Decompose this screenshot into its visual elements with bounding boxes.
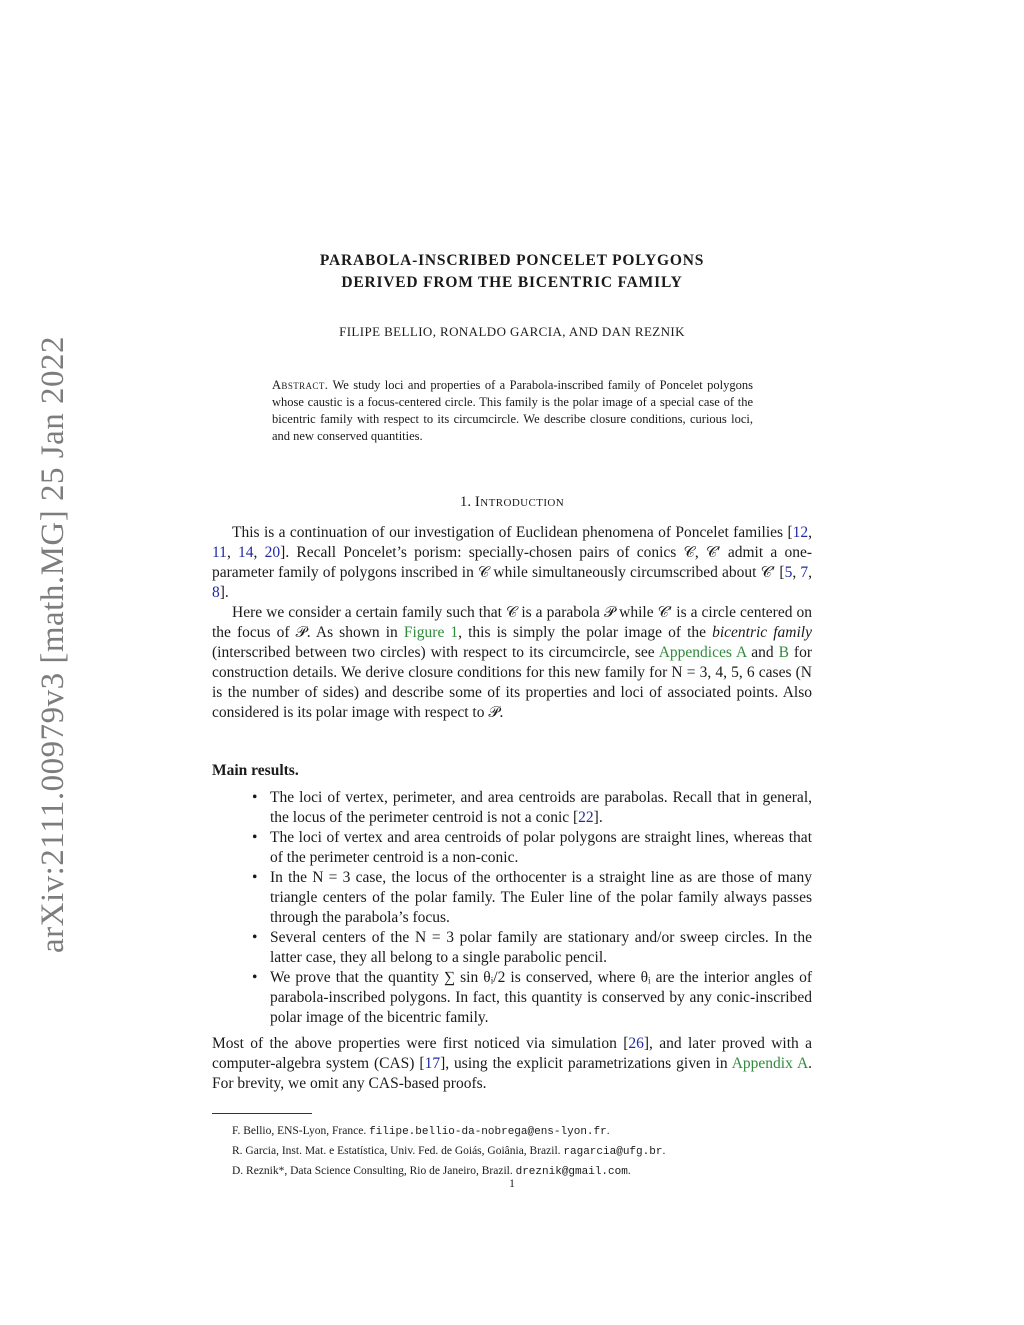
author-list: FILIPE BELLIO, RONALDO GARCIA, AND DAN REZNIK <box>339 324 685 339</box>
text-run: , <box>792 564 801 581</box>
citation-link[interactable]: 26 <box>628 1035 644 1052</box>
text-run: We prove that the quantity ∑ sin θᵢ/2 is conserved, where θᵢ are the interior angles of parabola-inscribed polygons. In fact, this quantity is conserved by any conic-inscribed polar image of the bicentric family. <box>270 969 812 1026</box>
citation-link[interactable]: 12 <box>792 524 809 541</box>
text-run: ], and later proved with a computer-algebra system (CAS) [ <box>212 1035 812 1072</box>
footnotes <box>212 1122 812 1182</box>
citation-link[interactable]: 11 <box>212 544 227 561</box>
email-address[interactable]: filipe.bellio-da-nobrega@ens-lyon.fr <box>369 1126 607 1138</box>
abstract <box>272 377 753 445</box>
citation-link[interactable]: 20 <box>264 544 281 561</box>
footnote-rule <box>212 1113 312 1114</box>
text-run: ]. Recall Poncelet’s porism: specially-chosen pairs of conics 𝒞, 𝒞′ admit a one-parameter family of polygons inscribed in 𝒞 while simultaneously circumscribed about 𝒞′ [ <box>212 544 813 581</box>
footnote-text: R. Garcia, Inst. Mat. e Estatística, Univ. Fed. de Goiás, Goiânia, Brazil. <box>232 1145 564 1157</box>
text-run: . For brevity, we omit any CAS-based proofs. <box>212 1055 813 1092</box>
text-run: ]. <box>219 584 229 601</box>
list-item <box>250 928 812 968</box>
footnote-text: F. Bellio, ENS-Lyon, France. <box>232 1125 370 1137</box>
closing-paragraph <box>212 1034 812 1094</box>
list-item <box>250 828 812 868</box>
footnote-bellio: F. Bellio, ENS-Lyon, France. filipe.bellio-da-nobrega@ens-lyon.fr. <box>232 1125 610 1138</box>
citation-link[interactable]: 7 <box>800 564 809 581</box>
main-results-heading: Main results. <box>212 762 299 779</box>
closing-text <box>212 1034 812 1094</box>
intro-text <box>212 523 812 723</box>
email-address[interactable]: ragarcia@ufg.br <box>563 1146 663 1158</box>
emphasis: bicentric family <box>712 624 812 641</box>
text-run: for construction details. We derive closure conditions for this new family for N = 3, 4, 5, 6 cases (N is the number of sides) and describe some of its properties and loci of associated points. Also considered is its polar image with respect to 𝒫. <box>212 644 812 721</box>
section-number: 1. <box>459 494 472 510</box>
section-title: Introduction <box>474 494 565 510</box>
abstract-text: We study loci and properties of a Parabola-inscribed family of Poncelet polygons whose caustic is a focus-centered circle. This family is the polar image of a special case of the bicentric family with respect to its circumcircle. We describe closure conditions, curious loci, and new conserved quantities. <box>272 378 753 443</box>
citation-link[interactable]: 8 <box>212 584 220 601</box>
text-run: ], using the explicit parametrizations given in <box>440 1055 732 1072</box>
text-run: , <box>226 544 239 561</box>
intro-paragraph-1 <box>212 523 812 603</box>
section-heading-introduction <box>212 494 812 511</box>
text-run: ]. <box>593 809 603 826</box>
main-results-list <box>250 788 812 1028</box>
text-run: , <box>808 564 812 581</box>
text-run: (interscribed between two circles) with respect to its circumcircle, see <box>212 644 659 661</box>
footnote-text: D. Reznik*, Data Science Consulting, Rio de Janeiro, Brazil. <box>232 1165 516 1177</box>
citation-link[interactable]: 5 <box>784 564 793 581</box>
appendix-link[interactable]: Appendices A <box>658 644 747 661</box>
citation-link[interactable]: 17 <box>424 1055 441 1072</box>
footnote-reznik: D. Reznik*, Data Science Consulting, Rio de Janeiro, Brazil. dreznik@gmail.com. <box>232 1165 631 1178</box>
figure-link[interactable]: Figure 1 <box>403 624 459 641</box>
appendix-link[interactable]: B <box>778 644 789 661</box>
text-run: In the N = 3 case, the locus of the orthocenter is a straight line as are those of many triangle centers of the polar family. The Euler line of the polar family always passes through the parabola’s focus. <box>270 869 812 926</box>
text-run: , <box>808 524 812 541</box>
text-run: , <box>253 544 265 561</box>
text-run: Here we consider a certain family such that 𝒞 is a parabola 𝒫 while 𝒞′ is a circle centered on the focus of 𝒫. As shown in <box>212 604 812 641</box>
text-run: The loci of vertex and area centroids of polar polygons are straight lines, whereas that of the perimeter centroid is a non-conic. <box>270 829 812 866</box>
text-run: , this is simply the polar image of the <box>458 624 713 641</box>
text-run: and <box>746 644 779 661</box>
intro-paragraph-2 <box>212 603 812 723</box>
text-run: This is a continuation of our investigation of Euclidean phenomena of Poncelet families [ <box>232 524 793 541</box>
citation-link[interactable]: 22 <box>578 809 594 826</box>
list-item <box>250 868 812 928</box>
title-line-2: DERIVED FROM THE BICENTRIC FAMILY <box>341 274 683 291</box>
list-item <box>250 968 812 1028</box>
list-item <box>250 788 812 828</box>
page-number: 1 <box>509 1178 515 1190</box>
arxiv-stamp-text: arXiv:2111.00979v3 [math.MG] 25 Jan 2022 <box>34 335 71 953</box>
paper-title <box>212 250 812 294</box>
footnote-garcia: R. Garcia, Inst. Mat. e Estatística, Univ. Fed. de Goiás, Goiânia, Brazil. ragarcia@ufg.br. <box>232 1145 666 1158</box>
appendix-link[interactable]: Appendix A <box>731 1055 809 1072</box>
text-run: Most of the above properties were first noticed via simulation [ <box>212 1035 629 1052</box>
email-address[interactable]: dreznik@gmail.com <box>515 1166 628 1178</box>
text-run: Several centers of the N = 3 polar family are stationary and/or sweep circles. In the latter case, they all belong to a single parabolic pencil. <box>270 929 812 966</box>
citation-link[interactable]: 14 <box>238 544 254 561</box>
title-line-1: PARABOLA-INSCRIBED PONCELET POLYGONS <box>319 252 705 269</box>
abstract-label: Abstract. <box>272 378 329 392</box>
arxiv-stamp <box>23 330 83 958</box>
text-run: The loci of vertex, perimeter, and area centroids are parabolas. Recall that in general, the locus of the perimeter centroid is not a conic [ <box>270 789 812 826</box>
